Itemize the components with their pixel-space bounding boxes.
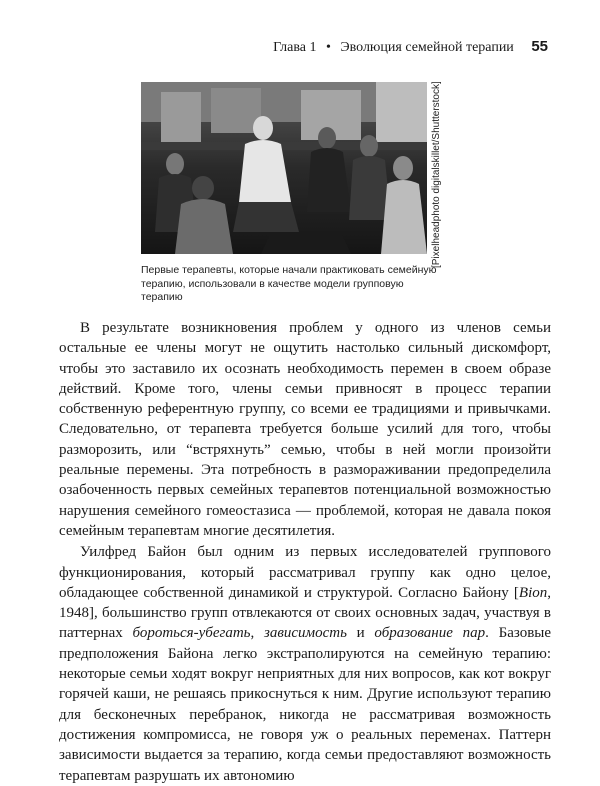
running-header xyxy=(0,38,548,56)
chapter-title: Эволюция семейной терапии xyxy=(340,40,514,55)
photo-credit-text: [Pixelheadphoto digitalskillet/Shutterstock] xyxy=(431,81,442,268)
figure-caption: Первые терапевты, которые начали практиковать семейную терапию, использовали в качестве модели групповую терапию xyxy=(141,264,437,303)
photo-credit xyxy=(429,82,445,268)
header-separator: • xyxy=(325,40,331,55)
body-text xyxy=(59,318,551,786)
text-run: Уилфред Байон был одним из первых исследователей группового функционирования, который рассматривал группу как одно целое, обладающее собственной динамикой и структурой. Согласно Байону [ xyxy=(59,544,551,601)
paragraph xyxy=(59,542,551,786)
text-run: и xyxy=(346,625,375,642)
citation-author: Bion xyxy=(518,584,548,601)
text-run: . Базовые предположения Байона легко экстраполируются на семейную терапию: некоторые семьи ходят вокруг неприятных для них вопросов, как кот вокруг горячей каши, не решаясь прикоснуться к ним. Другие используют терапию для бесконечных перебранок, никогда не рассматривая возможность достижения компромисса, не говоря уж о реальных переменах. Паттерн зависимости выдается за терапию, когда семьи предоставляют возможность терапевтам разрушать их автономию xyxy=(59,625,552,784)
emphasis: бороться-убегать xyxy=(132,625,251,642)
chapter-label: Глава 1 xyxy=(273,40,317,55)
paragraph: В результате возникновения проблем у одного из членов семьи остальные ее члены могут не ощутить настолько сильный дискомфорт, чтобы это заставило их осознать необходимость перемен в своем образе действий. Кроме того, члены семьи привносят в процесс терапии собственную референтную группу, со всеми ее традициями и привычками. Следовательно, от терапевта требуется больше усилий для того, чтобы разморозить, или “встряхнуть” семью, чтобы в ней могли произойти реальные перемены. Эта потребность в размораживании предопределила озабоченность первых семейных терапевтов потенциальной возможностью нарушения семейного гомеостазиса — проблемой, которая не давала покоя семейным терапевтам многие десятилетия. xyxy=(59,320,551,539)
text-run: , xyxy=(250,625,264,642)
emphasis: зависимость xyxy=(263,625,347,642)
photo-illustration xyxy=(141,82,427,254)
group-therapy-photo xyxy=(141,82,427,254)
page-number: 55 xyxy=(531,38,548,55)
emphasis: образование пар xyxy=(374,625,486,642)
text-run: , 1948], большинство групп отвлекаются от своих основных задач, участвуя в паттернах xyxy=(59,584,551,642)
